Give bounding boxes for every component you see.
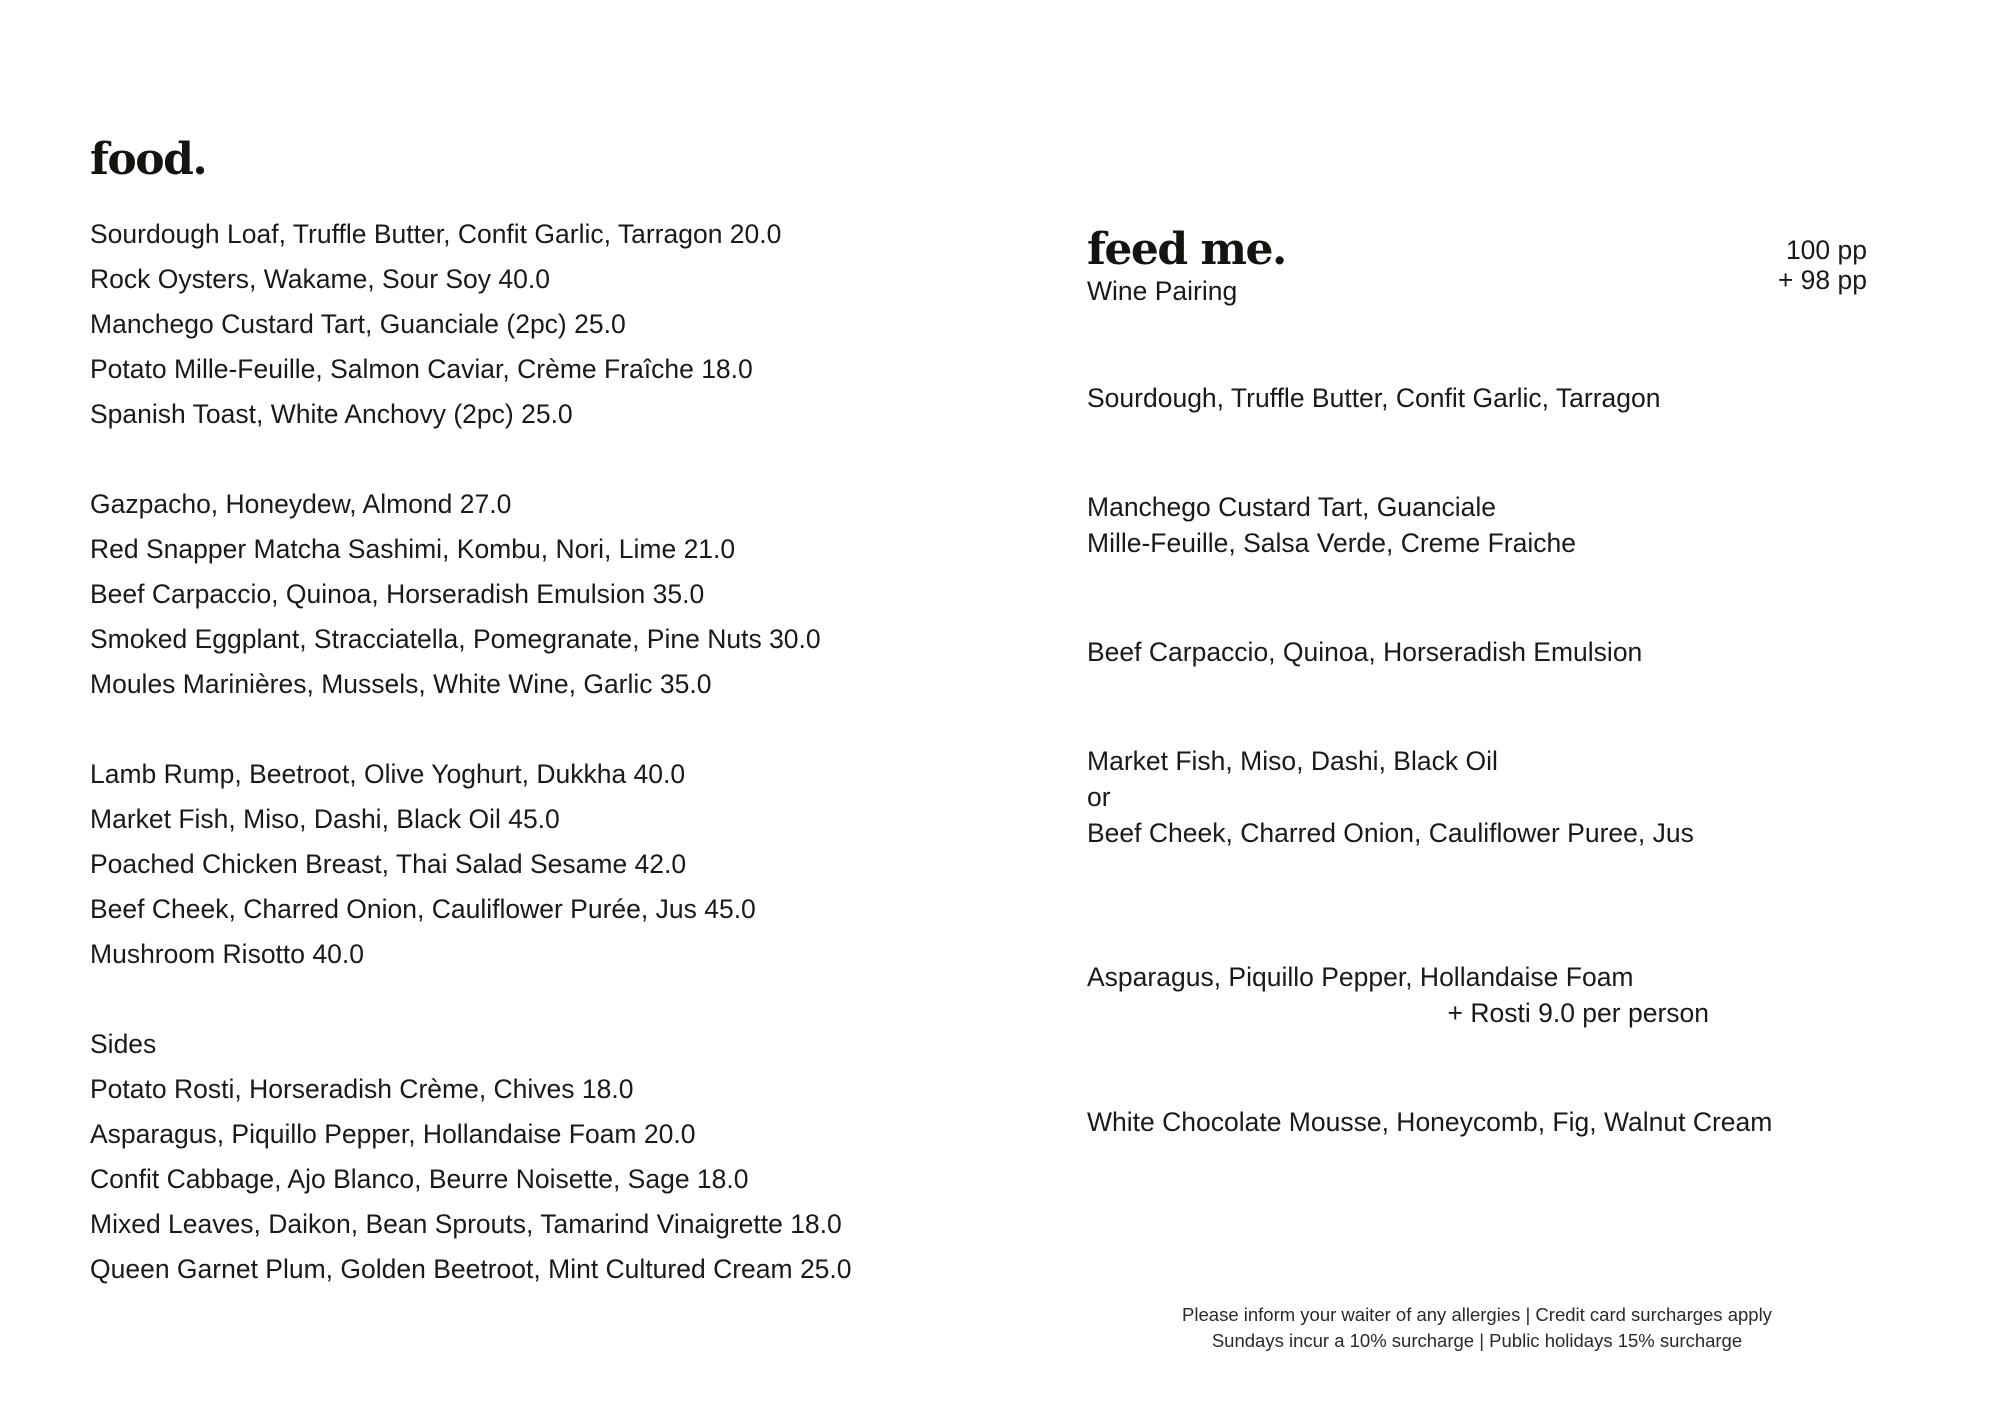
sides-heading: Sides — [90, 1029, 157, 1059]
menu-item: Beef Carpaccio, Quinoa, Horseradish Emulsion 35.0 — [90, 579, 705, 609]
menu-item: Rock Oysters, Wakame, Sour Soy 40.0 — [90, 264, 550, 294]
menu-item: Spanish Toast, White Anchovy (2pc) 25.0 — [90, 399, 573, 429]
menu-item: Red Snapper Matcha Sashimi, Kombu, Nori, Lime 21.0 — [90, 534, 736, 564]
menu-item: Potato Mille-Feuille, Salmon Caviar, Crème Fraîche 18.0 — [90, 354, 753, 384]
menu-item: Potato Rosti, Horseradish Crème, Chives 18.0 — [90, 1074, 634, 1104]
feed-me-prices — [1778, 235, 1867, 295]
footer-line: Please inform your waiter of any allergies | Credit card surcharges apply — [1182, 1304, 1772, 1325]
menu-item: Beef Cheek, Charred Onion, Cauliflower Purée, Jus 45.0 — [90, 894, 756, 924]
course-item: Asparagus, Piquillo Pepper, Hollandaise Foam — [1087, 962, 1634, 992]
menu-item: Sourdough Loaf, Truffle Butter, Confit Garlic, Tarragon 20.0 — [90, 219, 782, 249]
food-menu — [90, 130, 1030, 1292]
course-6 — [1087, 1104, 1867, 1140]
footer-line: Sundays incur a 10% surcharge | Public holidays 15% surcharge — [1211, 1330, 1743, 1351]
per-person-price: 100 pp — [1785, 235, 1867, 265]
menu-item: Manchego Custard Tart, Guanciale (2pc) 25.0 — [90, 309, 626, 339]
course-2 — [1087, 489, 1867, 561]
course-item: Mille-Feuille, Salsa Verde, Creme Fraiche — [1087, 528, 1576, 558]
course-4 — [1087, 743, 1867, 851]
course-or: or — [1087, 782, 1111, 812]
menu-item: Smoked Eggplant, Stracciatella, Pomegranate, Pine Nuts 30.0 — [90, 624, 821, 654]
feed-me-title: feed me. — [1087, 224, 1286, 275]
course-3 — [1087, 634, 1867, 670]
course-item: Beef Cheek, Charred Onion, Cauliflower Puree, Jus — [1087, 818, 1694, 848]
course-5 — [1087, 959, 1867, 1031]
food-title: food. — [90, 134, 207, 185]
feed-me-menu — [1087, 224, 1867, 1137]
wine-pairing-price: + 98 pp — [1777, 265, 1867, 295]
course-item: Market Fish, Miso, Dashi, Black Oil — [1087, 746, 1498, 776]
course-item: Beef Carpaccio, Quinoa, Horseradish Emulsion — [1087, 637, 1643, 667]
menu-group-sides — [90, 1022, 1030, 1292]
course-item: Sourdough, Truffle Butter, Confit Garlic, Tarragon — [1087, 383, 1661, 413]
rosti-addon: + Rosti 9.0 per person — [1447, 998, 1709, 1028]
menu-item: Poached Chicken Breast, Thai Salad Sesame 42.0 — [90, 849, 687, 879]
menu-group-snacks — [90, 212, 1030, 437]
wine-pairing-label: Wine Pairing — [1087, 276, 1238, 306]
menu-item: Confit Cabbage, Ajo Blanco, Beurre Noisette, Sage 18.0 — [90, 1164, 749, 1194]
menu-item: Asparagus, Piquillo Pepper, Hollandaise Foam 20.0 — [90, 1119, 696, 1149]
footer-notice — [1087, 1302, 1867, 1354]
menu-item: Mixed Leaves, Daikon, Bean Sprouts, Tamarind Vinaigrette 18.0 — [90, 1209, 842, 1239]
menu-group-entrees — [90, 482, 1030, 707]
feed-me-header — [1087, 225, 1867, 315]
course-1 — [1087, 380, 1867, 416]
menu-item: Mushroom Risotto 40.0 — [90, 939, 364, 969]
menu-item: Moules Marinières, Mussels, White Wine, Garlic 35.0 — [90, 669, 712, 699]
menu-item: Market Fish, Miso, Dashi, Black Oil 45.0 — [90, 804, 560, 834]
menu-group-mains — [90, 752, 1030, 977]
menu-item: Gazpacho, Honeydew, Almond 27.0 — [90, 489, 512, 519]
course-item: Manchego Custard Tart, Guanciale — [1087, 492, 1497, 522]
food-list — [90, 212, 1030, 1292]
menu-item: Lamb Rump, Beetroot, Olive Yoghurt, Dukkha 40.0 — [90, 759, 686, 789]
menu-item: Queen Garnet Plum, Golden Beetroot, Mint Cultured Cream 25.0 — [90, 1254, 852, 1284]
course-item: White Chocolate Mousse, Honeycomb, Fig, Walnut Cream — [1087, 1107, 1773, 1137]
